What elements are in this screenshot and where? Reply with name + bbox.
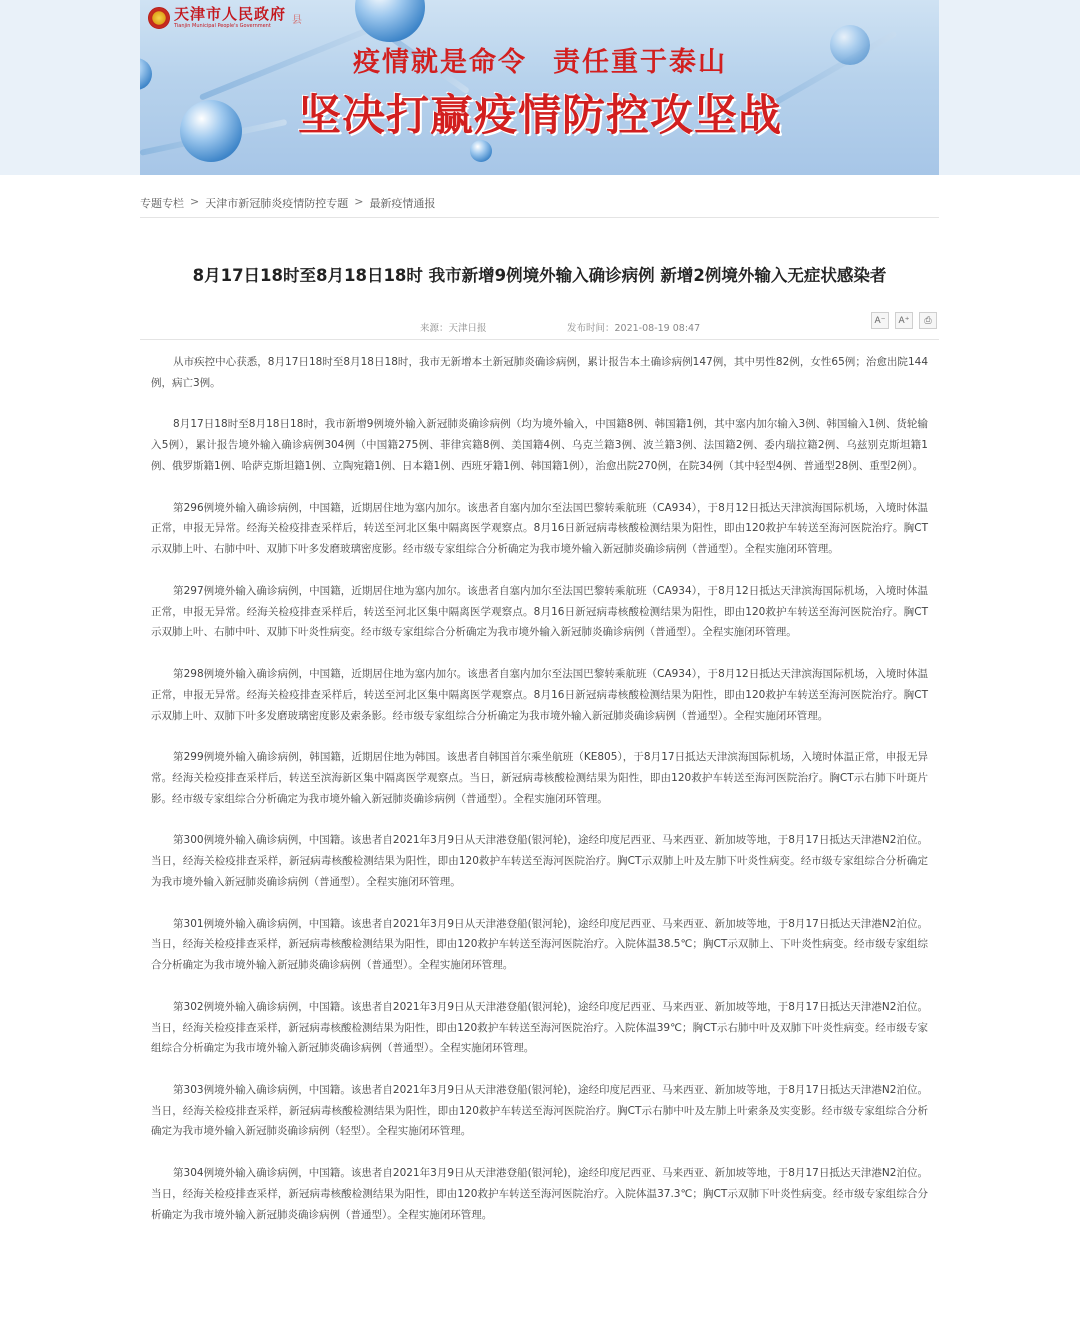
article-tools [871, 312, 937, 329]
article-paragraph: 第298例境外输入确诊病例，中国籍，近期居住地为塞内加尔。该患者自塞内加尔至法国巴黎转乘航班（CA934），于8月12日抵达天津滨海国际机场，入境时体温正常，申报无异常。经海关检疫排查采样后，转送至河北区集中隔离医学观察点。8月16日新冠病毒核酸检测结果为阳性，即由120救护车转送至海河医院治疗。胸CT示双肺上叶、双肺下叶多发磨玻璃密度影及索条影。经市级专家组综合分析确定为我市境外输入新冠肺炎确诊病例（普通型）。全程实施闭环管理。 [151, 667, 928, 722]
print-icon[interactable]: ⎙ [919, 312, 937, 329]
site-logo[interactable] [148, 6, 302, 30]
national-emblem-icon [148, 7, 170, 29]
meta-divider [140, 339, 939, 340]
site-name-en: Tianjin Municipal People's Government [174, 23, 271, 29]
molecule-sphere [355, 0, 425, 42]
breadcrumb-item-covid-topic[interactable]: 天津市新冠肺炎疫情防控专题 [205, 197, 349, 210]
slogan-left: 疫情就是命令 [353, 47, 527, 78]
slogan-line-2: 坚决打赢疫情防控攻坚战 [298, 91, 782, 141]
slogan-right: 责任重于泰山 [553, 47, 727, 78]
slogan-line-1 [0, 40, 1080, 79]
article-publish-time: 发布时间：2021-08-19 08:47 [567, 323, 701, 334]
article-paragraph: 第297例境外输入确诊病例，中国籍，近期居住地为塞内加尔。该患者自塞内加尔至法国巴黎转乘航班（CA934），于8月12日抵达天津滨海国际机场，入境时体温正常，申报无异常。经海关检疫排查采样后，转送至河北区集中隔离医学观察点。8月16日新冠病毒核酸检测结果为阳性，即由120救护车转送至海河医院治疗。胸CT示双肺上叶、右肺中叶、双肺下叶炎性病变。经市级专家组综合分析确定为我市境外输入新冠肺炎确诊病例（普通型）。全程实施闭环管理。 [151, 584, 928, 639]
site-name: 天津市人民政府 [174, 5, 287, 23]
breadcrumb-item-topics[interactable]: 专题专栏 [140, 197, 184, 210]
font-decrease-icon[interactable]: A⁻ [871, 312, 889, 329]
breadcrumb-item-latest-report[interactable]: 最新疫情通报 [369, 197, 436, 210]
article-source: 来源：天津日报 [420, 323, 487, 334]
article-paragraph: 第296例境外输入确诊病例，中国籍，近期居住地为塞内加尔。该患者自塞内加尔至法国巴黎转乘航班（CA934），于8月12日抵达天津滨海国际机场，入境时体温正常，申报无异常。经海关检疫排查采样后，转送至河北区集中隔离医学观察点。8月16日新冠病毒核酸检测结果为阳性，即由120救护车转送至海河医院治疗。胸CT示双肺上叶、右肺中叶、双肺下叶多发磨玻璃密度影。经市级专家组综合分析确定为我市境外输入新冠肺炎确诊病例（普通型）。全程实施闭环管理。 [151, 501, 928, 556]
article-meta [140, 315, 939, 339]
breadcrumb-separator: > [190, 195, 200, 208]
breadcrumb [140, 195, 939, 218]
font-increase-icon[interactable]: A⁺ [895, 312, 913, 329]
molecule-sphere [470, 140, 492, 162]
article-paragraph: 第299例境外输入确诊病例，韩国籍，近期居住地为韩国。该患者自韩国首尔乘坐航班（KE805），于8月17日抵达天津滨海国际机场，入境时体温正常，申报无异常。经海关检疫排查采样后，转送至滨海新区集中隔离医学观察点。当日，新冠病毒核酸检测结果为阳性，即由120救护车转送至海河医院治疗。胸CT示右肺下叶斑片影。经市级专家组综合分析确定为我市境外输入新冠肺炎确诊病例（普通型）。全程实施闭环管理。 [151, 751, 928, 805]
article-paragraph: 第304例境外输入确诊病例，中国籍。该患者自2021年3月9日从天津港登船(银河轮)，途经印度尼西亚、马来西亚、新加坡等地，于8月17日抵达天津港N2泊位。当日，经海关检疫排查采样，新冠病毒核酸检测结果为阳性，即由120救护车转送至海河医院治疗。入院体温37.3℃；胸CT示双肺下叶炎性病变。经市级专家组综合分析确定为我市境外输入新冠肺炎确诊病例（普通型）。全程实施闭环管理。 [151, 1167, 928, 1221]
article-paragraph: 第302例境外输入确诊病例，中国籍。该患者自2021年3月9日从天津港登船(银河轮)，途经印度尼西亚、马来西亚、新加坡等地，于8月17日抵达天津港N2泊位。当日，经海关检疫排查采样，新冠病毒核酸检测结果为阳性，即由120救护车转送至海河医院治疗。入院体温39℃；胸CT示右肺中叶及双肺下叶炎性病变。经市级专家组综合分析确定为我市境外输入新冠肺炎确诊病例（普通型）。全程实施闭环管理。 [151, 1000, 928, 1055]
logo-seal-mark: 县 [292, 14, 303, 26]
article-body [151, 352, 928, 1246]
article-paragraph: 第301例境外输入确诊病例，中国籍。该患者自2021年3月9日从天津港登船(银河轮)，途经印度尼西亚、马来西亚、新加坡等地，于8月17日抵达天津港N2泊位。当日，经海关检疫排查采样，新冠病毒核酸检测结果为阳性，即由120救护车转送至海河医院治疗。入院体温38.5℃；胸CT示双肺上、下叶炎性病变。经市级专家组综合分析确定为我市境外输入新冠肺炎确诊病例（普通型）。全程实施闭环管理。 [151, 917, 928, 972]
article-paragraph: 8月17日18时至8月18日18时，我市新增9例境外输入新冠肺炎确诊病例（均为境外输入，中国籍8例、韩国籍1例，其中塞内加尔输入3例、韩国输入1例、货轮输入5例），累计报告境外输入确诊病例304例（中国籍275例、菲律宾籍8例、美国籍4例、乌克兰籍3例、波兰籍3例、法国籍2例、委内瑞拉籍2例、乌兹别克斯坦籍1例、俄罗斯籍1例、哈萨克斯坦籍1例、立陶宛籍1例、日本籍1例、西班牙籍1例、韩国籍1例），治愈出院270例，在院34例（其中轻型4例、普通型28例、重型2例）。 [151, 418, 928, 472]
breadcrumb-separator: > [354, 195, 364, 208]
article-paragraph: 第303例境外输入确诊病例，中国籍。该患者自2021年3月9日从天津港登船(银河轮)，途经印度尼西亚、马来西亚、新加坡等地，于8月17日抵达天津港N2泊位。当日，经海关检疫排查采样，新冠病毒核酸检测结果为阳性，即由120救护车转送至海河医院治疗。胸CT示右肺中叶及左肺上叶索条及实变影。经市级专家组综合分析确定为我市境外输入新冠肺炎确诊病例（轻型）。全程实施闭环管理。 [151, 1083, 928, 1138]
article-paragraph: 从市疾控中心获悉，8月17日18时至8月18日18时，我市无新增本土新冠肺炎确诊病例，累计报告本土确诊病例147例，其中男性82例，女性65例；治愈出院144例，病亡3例。 [151, 356, 928, 389]
article-title: 8月17日18时至8月18日18时 我市新增9例境外输入确诊病例 新增2例境外输入无症状感染者 [192, 266, 887, 285]
article-paragraph: 第300例境外输入确诊病例，中国籍。该患者自2021年3月9日从天津港登船(银河轮)，途经印度尼西亚、马来西亚、新加坡等地，于8月17日抵达天津港N2泊位。当日，经海关检疫排查采样，新冠病毒核酸检测结果为阳性，即由120救护车转送至海河医院治疗。胸CT示双肺上叶及左肺下叶炎性病变。经市级专家组综合分析确定为我市境外输入新冠肺炎确诊病例（普通型）。全程实施闭环管理。 [151, 834, 928, 888]
